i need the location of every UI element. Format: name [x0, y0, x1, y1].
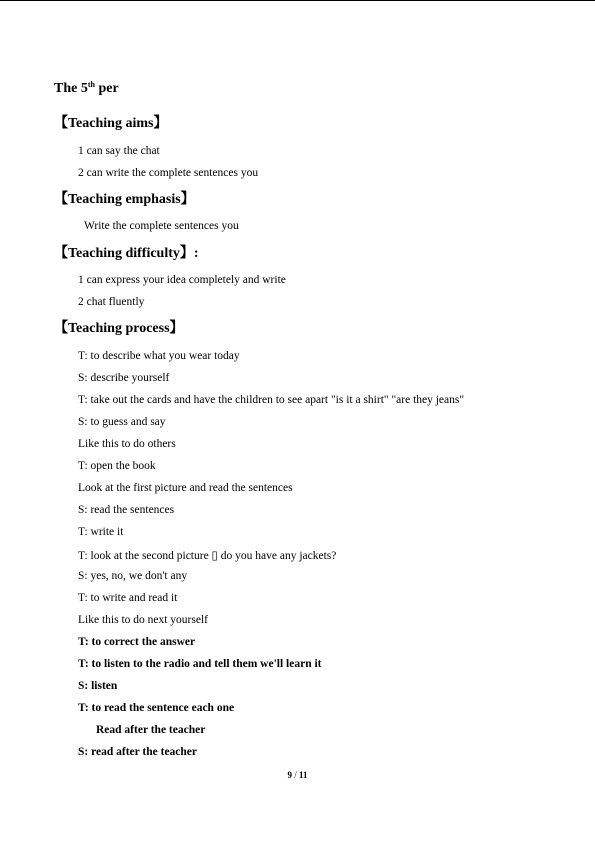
process-line-9: T: write it — [78, 526, 124, 538]
process-line-15: T: to listen to the radio and tell them we'll learn it — [78, 658, 322, 670]
page-title: The 5th per — [54, 80, 119, 96]
process-line-18: Read after the teacher — [96, 724, 206, 736]
page-separator: / — [294, 770, 297, 780]
process-line-2: S: describe yourself — [78, 372, 170, 384]
process-line-11: S: yes, no, we don't any — [78, 570, 188, 582]
process-line-8: S: read the sentences — [78, 504, 175, 516]
process-line-7: Look at the first picture and read the sentences — [78, 482, 293, 494]
heading-teaching-aims: 【Teaching aims】 — [54, 116, 168, 131]
process-line-16: S: listen — [78, 680, 118, 692]
heading-teaching-difficulty: 【Teaching difficulty】: — [54, 246, 199, 261]
process-line-17: T: to read the sentence each one — [78, 702, 235, 714]
page-current: 9 — [287, 770, 292, 780]
process-line-5: Like this to do others — [78, 438, 176, 450]
process-line-4: S: to guess and say — [78, 416, 166, 428]
aims-line-2: 2 can write the complete sentences you — [78, 167, 259, 179]
top-rule — [0, 0, 595, 1]
process-line-19: S: read after the teacher — [78, 746, 198, 758]
process-line-3: T: take out the cards and have the children to see apart "is it a shirt" "are they jeans" — [78, 394, 465, 406]
process-line-14: T: to correct the answer — [78, 636, 196, 648]
difficulty-line-1: 1 can express your idea completely and write — [78, 274, 286, 286]
emphasis-line-1: Write the complete sentences you — [84, 220, 239, 232]
process-line-6: T: open the book — [78, 460, 156, 472]
heading-teaching-emphasis: 【Teaching emphasis】 — [54, 192, 195, 207]
process-line-10: T: look at the second picture ▯ do you have any jackets? — [78, 550, 337, 562]
page-total: 11 — [299, 770, 308, 780]
process-line-13: Like this to do next yourself — [78, 614, 208, 626]
aims-line-1: 1 can say the chat — [78, 145, 160, 157]
process-line-1: T: to describe what you wear today — [78, 350, 240, 362]
process-line-12: T: to write and read it — [78, 592, 178, 604]
difficulty-line-2: 2 chat fluently — [78, 296, 145, 308]
page-number — [0, 770, 595, 780]
heading-teaching-process: 【Teaching process】 — [54, 321, 184, 336]
